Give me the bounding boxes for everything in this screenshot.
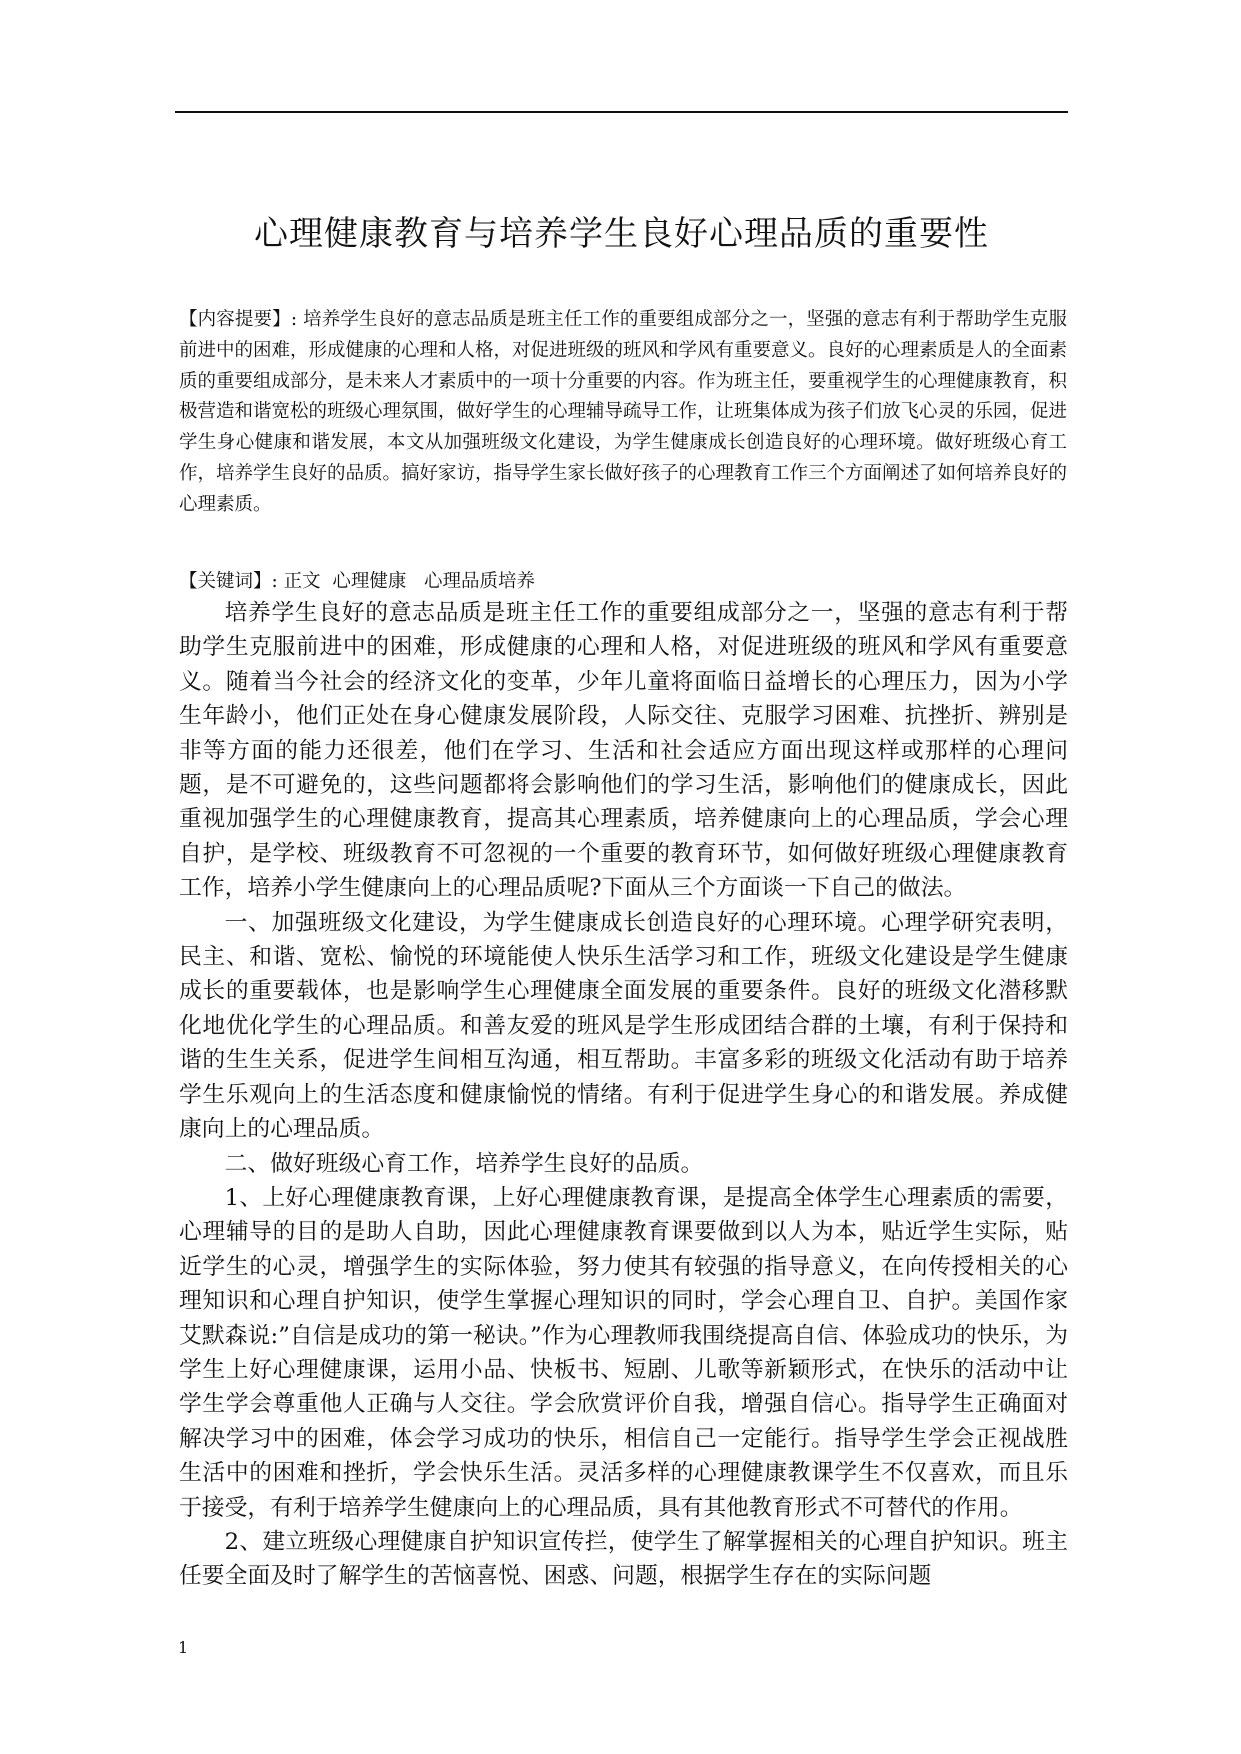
- keywords: 【关键词】: 正文 心理健康 心理品质培养: [179, 571, 536, 592]
- abstract: 【内容提要】: 培养学生良好的意志品质是班主任工作的重要组成部分之一，坚强的意志有利于帮助学生克服前进中的困难，形成健康的心理和人格，对促进班级的班风和学风有重要意义。良好的心理素质是人的全面素质的重要组成部分，是未来人才素质中的一项十分重要的内容。作为班主任，要重视学生的心理健康教育，积极营造和谐宽松的班级心理氛围，做好学生的心理辅导疏导工作，让班集体成为孩子们放飞心灵的乐园，促进学生身心健康和谐发展，本文从加强班级文化建设，为学生健康成长创造良好的心理环境。做好班级心育工作，培养学生良好的品质。搞好家访，指导学生家长做好孩子的心理教育工作三个方面阐述了如何培养良好的心理素质。: [179, 309, 1068, 515]
- page-title: 心理健康教育与培养学生良好心理品质的重要性: [254, 214, 989, 254]
- header-rule: [175, 111, 1068, 113]
- paragraph: 二、做好班级心育工作，培养学生良好的品质。: [224, 1150, 704, 1177]
- paragraph: 2、建立班级心理健康自护知识宣传拦，使学生了解掌握相关的心理自护知识。班主任要全面及时了解学生的苦恼喜悦、困惑、问题，根据学生存在的实际问题: [179, 1528, 1068, 1590]
- page-number: 1: [178, 1638, 189, 1657]
- paragraph: 1、上好心理健康教育课，上好心理健康教育课，是提高全体学生心理素质的需要，心理辅导的目的是助人自助，因此心理健康教育课要做到以人为本，贴近学生实际，贴近学生的心灵，增强学生的实际体验，努力使其有较强的指导意义，在向传授相关的心理知识和心理自护知识，使学生掌握心理知识的同时，学会心理自卫、自护。美国作家艾默森说:”自信是成功的第一秘诀。”作为心理教师我围绕提高自信、体验成功的快乐，为学生上好心理健康课，运用小品、快板书、短剧、儿歌等新颖形式，在快乐的活动中让学生学会尊重他人正确与人交往。学会欣赏评价自我，增强自信心。指导学生正确面对解决学习中的困难，体会学习成功的快乐，相信自己一定能行。指导学生学会正视战胜生活中的困难和挫折，学会快乐生活。灵活多样的心理健康教课学生不仅喜欢，而且乐于接受，有利于培养学生健康向上的心理品质，具有其他教育形式不可替代的作用。: [179, 1184, 1068, 1521]
- paragraph: 一、加强班级文化建设，为学生健康成长创造良好的心理环境。心理学研究表明，民主、和谐、宽松、愉悦的环境能使人快乐生活学习和工作，班级文化建设是学生健康成长的重要载体，也是影响学生心理健康全面发展的重要条件。良好的班级文化潜移默化地优化学生的心理品质。和善友爱的班风是学生形成团结合群的土壤，有利于保持和谐的生生关系，促进学生间相互沟通，相互帮助。丰富多彩的班级文化活动有助于培养学生乐观向上的生活态度和健康愉悦的情绪。有利于促进学生身心的和谐发展。养成健康向上的心理品质。: [179, 909, 1068, 1143]
- body-text: [179, 596, 1068, 1594]
- paragraph: 培养学生良好的意志品质是班主任工作的重要组成部分之一，坚强的意志有利于帮助学生克服前进中的困难，形成健康的心理和人格，对促进班级的班风和学风有重要意义。随着当今社会的经济文化的变革，少年儿童将面临日益增长的心理压力，因为小学生年龄小，他们正处在身心健康发展阶段，人际交往、克服学习困难、抗挫折、辨别是非等方面的能力还很差，他们在学习、生活和社会适应方面出现这样或那样的心理问题，是不可避免的，这些问题都将会影响他们的学习生活，影响他们的健康成长，因此重视加强学生的心理健康教育，提高其心理素质，培养健康向上的心理品质，学会心理自护，是学校、班级教育不可忽视的一个重要的教育环节，如何做好班级心理健康教育工作，培养小学生健康向上的心理品质呢?下面从三个方面谈一下自己的做法。: [179, 600, 1068, 902]
